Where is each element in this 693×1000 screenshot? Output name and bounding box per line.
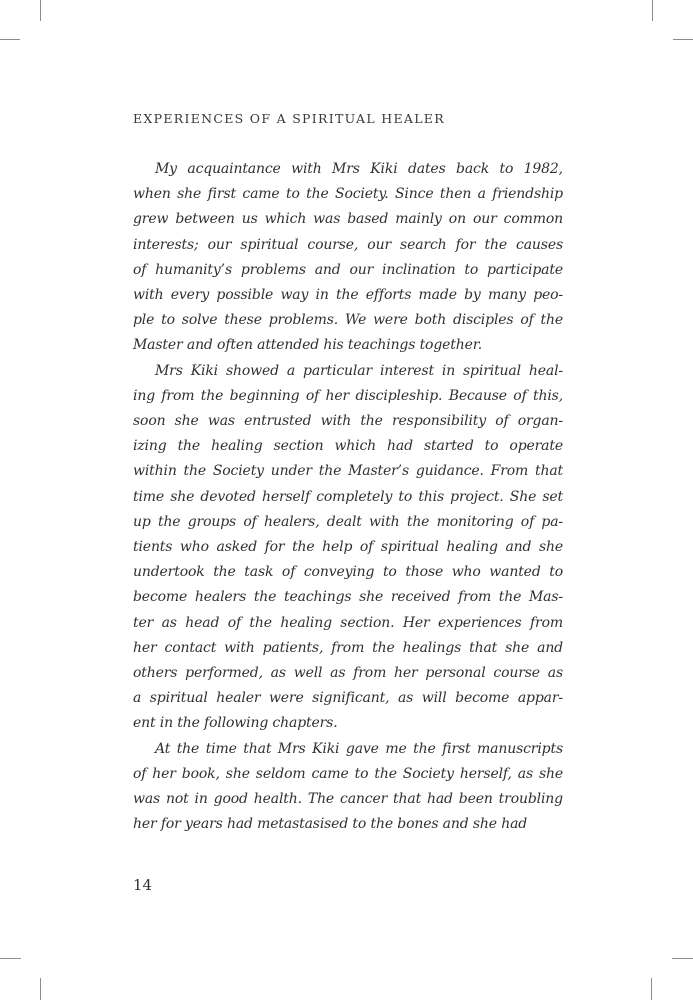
crop-mark-bottom-left-vertical <box>40 978 41 1000</box>
crop-mark-bottom-right-horizontal <box>672 958 693 959</box>
text-line: soon she was entrusted with the responsibility of organ- <box>133 413 563 430</box>
paragraph <box>133 737 563 838</box>
text-line: interests; our spiritual course, our search for the causes <box>133 236 563 253</box>
text-line: was not in good health. The cancer that had been troubling <box>133 791 563 808</box>
crop-mark-top-left-vertical <box>40 0 41 21</box>
text-line: ter as head of the healing section. Her experiences from <box>133 614 563 631</box>
text-line: within the Society under the Master’s guidance. From that <box>133 463 563 480</box>
text-line: become healers the teachings she received from the Mas- <box>133 589 563 606</box>
text-line: with every possible way in the efforts made by many peo- <box>133 287 563 304</box>
page-number: 14 <box>133 876 153 894</box>
text-line: izing the healing section which had started to operate <box>133 438 563 455</box>
crop-mark-top-right-horizontal <box>673 39 693 40</box>
crop-mark-bottom-left-horizontal <box>0 958 21 959</box>
text-line: when she first came to the Society. Since then a friendship <box>133 186 563 203</box>
text-line: tients who asked for the help of spiritual healing and she <box>133 539 563 556</box>
text-line: grew between us which was based mainly on our common <box>133 211 563 228</box>
text-line: ing from the beginning of her discipleship. Because of this, <box>133 387 563 404</box>
text-line: of her book, she seldom came to the Society herself, as she <box>133 765 563 782</box>
text-line: At the time that Mrs Kiki gave me the first manuscripts <box>155 740 563 757</box>
crop-mark-bottom-right-vertical <box>651 978 652 1000</box>
text-line: of humanity’s problems and our inclination to participate <box>133 261 563 278</box>
text-line: her contact with patients, from the healings that she and <box>133 639 563 656</box>
crop-mark-top-right-vertical <box>652 0 653 21</box>
paragraph <box>133 157 563 359</box>
body-text <box>133 157 563 837</box>
text-line: others performed, as well as from her personal course as <box>133 665 563 682</box>
text-line: a spiritual healer were significant, as will become appar- <box>133 690 563 707</box>
text-line: My acquaintance with Mrs Kiki dates back to 1982, <box>155 161 563 177</box>
text-line: ple to solve these problems. We were both disciples of the <box>133 312 563 329</box>
text-line: her for years had metastasised to the bones and she had <box>133 816 528 833</box>
text-line: time she devoted herself completely to this project. She set <box>133 488 563 505</box>
text-line: ent in the following chapters. <box>133 715 338 732</box>
text-line: Mrs Kiki showed a particular interest in spiritual heal- <box>155 362 563 379</box>
running-header: EXPERIENCES OF A SPIRITUAL HEALER <box>133 111 445 126</box>
paragraph <box>133 359 563 737</box>
text-line: Master and often attended his teachings together. <box>133 337 483 354</box>
text-line: up the groups of healers, dealt with the monitoring of pa- <box>133 513 563 530</box>
text-line: undertook the task of conveying to those who wanted to <box>133 564 563 581</box>
crop-mark-top-left-horizontal <box>0 39 20 40</box>
